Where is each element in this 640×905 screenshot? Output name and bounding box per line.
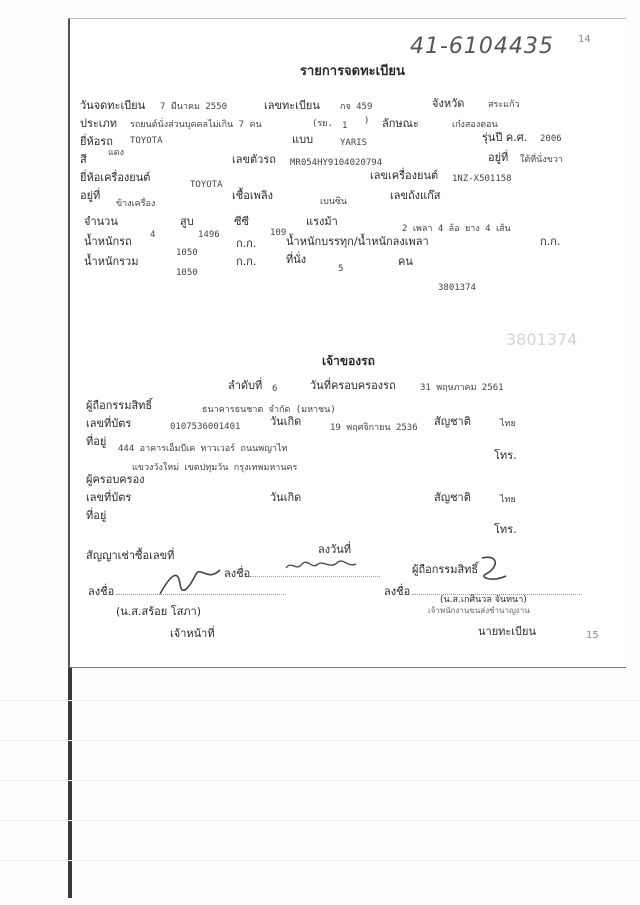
province-label: จังหวัด [432,97,465,110]
reg-date: 7 มีนาคม 2550 [160,102,228,112]
handwritten-reference: 41-6104435 [410,34,554,59]
fuel: เบนซิน [320,197,348,207]
contract-label: สัญญาเช่าซื้อเลขที่ [86,549,175,562]
engine-location-label: อยู่ที่ [80,189,101,202]
officer-title: เจ้าหน้าที่ [170,627,215,640]
possessor-nationality-label: สัญชาติ [434,491,471,504]
class-prefix: (รย. [312,119,333,129]
ruled-line [0,860,640,861]
officer-signature [150,556,240,606]
dob: 19 พฤศจิกายน 2536 [330,423,418,433]
possessor-label: ผู้ครอบครอง [86,473,145,486]
model-label: แบบ [292,133,314,146]
weight-label: น้ำหนักรถ [84,235,132,248]
bleed-through-code: 3801374 [506,330,578,349]
owner-section-title: เจ้าของรถ [322,354,375,368]
possession-date: 31 พฤษภาคม 2561 [420,383,504,393]
location-label: อยู่ที่ [488,151,509,164]
axles: 2 เพลา 4 ล้อ ยาง 4 เส้น [402,224,511,234]
registrar-title: นายทะเบียน [478,625,537,638]
model-year: 2006 [540,134,562,144]
color: แดง [108,148,125,158]
reg-no-label: เลขทะเบียน [264,99,320,112]
page-number-top: 14 [578,34,591,45]
possessor-address-label: ที่อยู่ [86,509,107,522]
registrar-sign-label: ลงชื่อ [384,585,411,598]
seats-unit: คน [398,255,413,268]
load-label: น้ำหนักบรรทุก/น้ำหนักลงเพลา [286,235,429,248]
possessor-dob-label: วันเกิด [270,491,302,504]
id-number: 0107536001401 [170,422,241,432]
weight: 1050 [176,248,198,258]
load-unit: ก.ก. [540,235,561,248]
possessor-id-label: เลขที่บัตร [86,491,132,504]
address-line-2: แขวงวังใหม่ เขตปทุมวัน กรุงเทพมหานคร [132,463,298,473]
engine-location: ข้างเครื่อง [116,199,156,209]
sign-label: ลงชื่อ [224,567,251,580]
sequence-label: ลำดับที่ [228,379,263,392]
chassis-no: MR054HY9104020794 [290,158,383,168]
color-label: สี [80,153,87,166]
page-title: รายการจดทะเบียน [300,64,405,79]
province: สระแก้ว [488,100,520,110]
possession-date-label: วันที่ครอบครองรถ [310,379,396,392]
cc: 1496 [198,230,220,240]
class-suffix: ) [364,116,370,126]
chassis-label: เลขตัวรถ [232,153,276,166]
address-line-1: 444 อาคารเอ็มบีเค ทาวเวอร์ ถนนพญาไท [118,444,288,454]
cylinders: 4 [150,230,156,240]
hp-label: แรงม้า [306,215,338,228]
sign-date-label: ลงวันที่ [318,543,352,556]
model: YARIS [340,138,368,148]
engine-brand-label: ยี่ห้อเครื่องยนต์ [80,171,151,184]
vehicle-type: รถยนต์นั่งส่วนบุคคลไม่เกิน 7 คน [130,120,262,130]
brand: TOYOTA [130,136,163,146]
cylinders-label: จำนวน [84,215,118,228]
possessor-phone-label: โทร. [494,523,517,536]
seats: 5 [338,264,344,274]
engine-brand: TOYOTA [190,180,223,190]
nature-label: ลักษณะ [382,117,419,130]
class-no: 1 [342,121,348,131]
fuel-label: เชื้อเพลิง [232,189,273,202]
signature-line [250,576,380,577]
holder-name: ธนาคารธนชาต จำกัด (มหาชน) [202,405,336,415]
gross-label: น้ำหนักรวม [84,255,139,268]
registrar-name: (น.ส.เกศินวล จันทนา) [440,595,527,605]
officer-name: (น.ส.สร้อย โสภา) [116,605,202,618]
engine-no: 1NZ-X501158 [452,174,512,184]
seats-label: ที่นั่ง [286,253,307,266]
cylinder-unit: สูบ [180,215,194,228]
registrar-signature [472,552,512,586]
ruled-line [0,740,640,741]
registrar-position: เจ้าพนักงานขนส่งชำนาญงาน [428,606,530,615]
id-label: เลขที่บัตร [86,417,132,430]
gas-tank-label: เลขถังแก๊ส [390,189,441,202]
gross-unit: ก.ก. [236,255,257,268]
chassis-location: ใต้ที่นั่งขวา [520,155,563,165]
officer-sign-label: ลงชื่อ [88,585,115,598]
reg-no: กจ 459 [340,102,373,112]
gross-weight: 1050 [176,268,198,278]
address-label: ที่อยู่ [86,435,107,448]
ruled-line [0,700,640,701]
nationality-label: สัญชาติ [434,415,471,428]
holder-label: ผู้ถือกรรมสิทธิ์ [86,399,153,412]
weight-unit: ก.ก. [236,237,257,250]
ruled-line [0,820,640,821]
nationality: ไทย [500,419,516,429]
possessor-nationality: ไทย [500,495,516,505]
reg-date-label: วันจดทะเบียน [80,99,146,112]
sequence: 6 [272,384,278,394]
horsepower: 109 [270,228,287,238]
engine-no-label: เลขเครื่องยนต์ [370,169,439,182]
holder-sign-label: ผู้ถือกรรมสิทธิ์ [412,563,479,576]
brand-label: ยี่ห้อรถ [80,135,113,148]
type-label: ประเภท [80,117,118,130]
phone-label: โทร. [494,449,517,462]
dob-label: วันเกิด [270,415,302,428]
page-number-bottom: 15 [586,630,599,641]
nature: เก๋งสองตอน [452,120,498,130]
ruled-line [0,780,640,781]
holder-signature [282,556,362,576]
document-code: 3801374 [438,283,476,293]
cc-label: ซีซี [234,215,249,228]
model-year-label: รุ่นปี ค.ศ. [482,131,528,144]
